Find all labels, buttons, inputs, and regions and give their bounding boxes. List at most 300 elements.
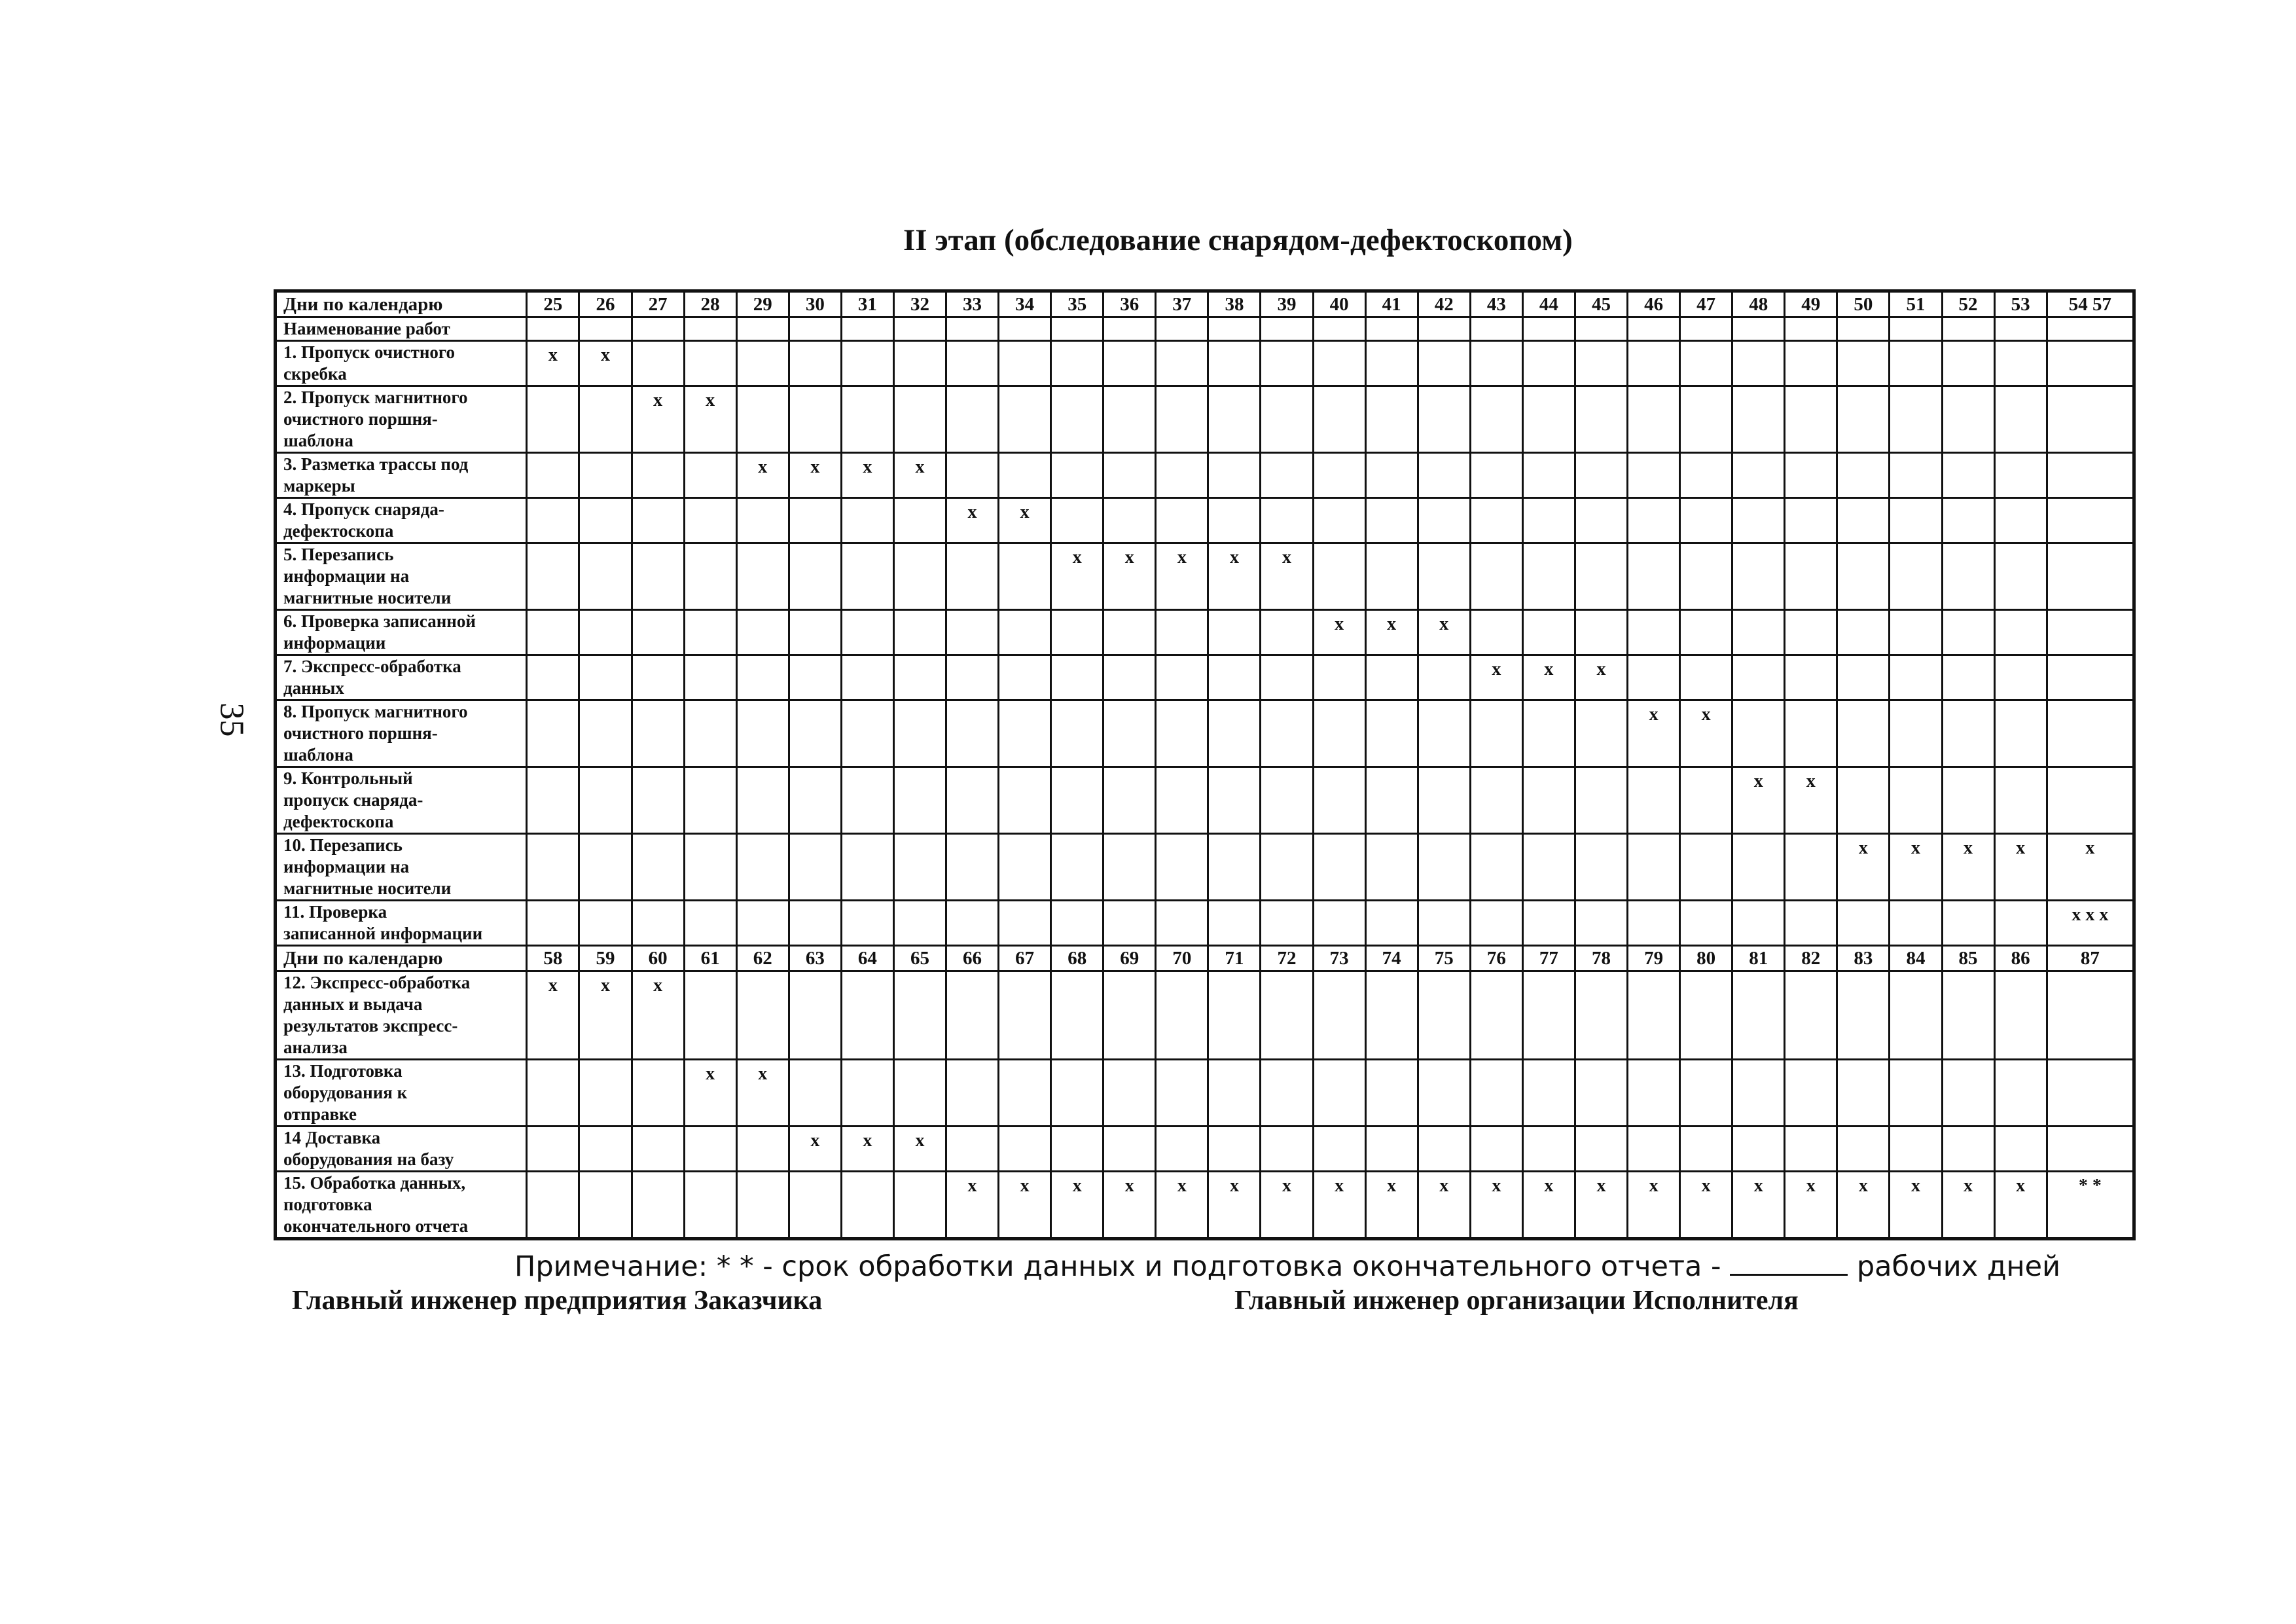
schedule-mark-cell [1732, 655, 1785, 700]
schedule-mark-cell: x [999, 498, 1051, 543]
schedule-mark-cell [1785, 1060, 1837, 1127]
schedule-mark-cell [1785, 655, 1837, 700]
schedule-mark-cell [1837, 453, 1890, 498]
schedule-mark-cell: x [1522, 1172, 1575, 1239]
calendar-day-cell: 74 [1365, 946, 1418, 971]
schedule-mark-cell [1261, 655, 1313, 700]
schedule-mark-cell [1522, 543, 1575, 610]
schedule-mark-cell [736, 1172, 789, 1239]
schedule-mark-cell [946, 543, 999, 610]
schedule-mark-cell [1680, 971, 1732, 1060]
schedule-mark-cell [1994, 1060, 2047, 1127]
page-title: II этап (обследование снарядом-дефектоскопом) [903, 223, 1573, 257]
schedule-mark-cell [1522, 767, 1575, 834]
work-name-line: 7. Экспресс-обработка [283, 657, 461, 676]
work-name-line: 2. Пропуск магнитного [283, 388, 468, 407]
work-name [276, 1172, 527, 1239]
calendar-day-cell: 44 [1522, 291, 1575, 317]
schedule-mark-cell [946, 453, 999, 498]
schedule-mark-cell [736, 655, 789, 700]
schedule-mark-cell [1837, 386, 1890, 453]
work-name-line: данных [283, 678, 344, 698]
schedule-mark-cell [684, 834, 736, 901]
schedule-mark-cell [1522, 341, 1575, 386]
schedule-mark-cell: x [579, 971, 632, 1060]
schedule-mark-cell [1313, 901, 1365, 946]
calendar-day-cell: 51 [1890, 291, 1942, 317]
schedule-mark-cell [1628, 971, 1680, 1060]
schedule-mark-cell: x [1261, 543, 1313, 610]
schedule-mark-cell [1156, 901, 1208, 946]
schedule-mark-cell [1156, 341, 1208, 386]
schedule-mark-cell: x [1680, 1172, 1732, 1239]
work-name-line: 10. Перезапись [283, 835, 403, 855]
schedule-mark-cell [841, 767, 893, 834]
schedule-mark-cell [1628, 1127, 1680, 1172]
schedule-mark-cell: x [1313, 1172, 1365, 1239]
calendar-day-cell: 72 [1261, 946, 1313, 971]
work-name-line: 13. Подготовка [283, 1061, 403, 1081]
schedule-mark-cell [2047, 453, 2134, 498]
schedule-mark-cell [1522, 498, 1575, 543]
schedule-mark-cell [1156, 1127, 1208, 1172]
calendar-day-cell: 60 [632, 946, 684, 971]
calendar-day-cell: 63 [789, 946, 841, 971]
work-name-line: маркеры [283, 476, 355, 496]
empty-cell [2047, 317, 2134, 341]
schedule-mark-cell [1261, 1060, 1313, 1127]
schedule-mark-cell [1208, 767, 1261, 834]
schedule-mark-cell [1156, 971, 1208, 1060]
schedule-mark-cell [841, 543, 893, 610]
schedule-mark-cell: x [1628, 1172, 1680, 1239]
calendar-day-cell: 58 [527, 946, 579, 971]
empty-cell [736, 317, 789, 341]
calendar-days-row [276, 291, 2134, 317]
schedule-mark-cell [1365, 1060, 1418, 1127]
schedule-mark-cell [1470, 901, 1522, 946]
calendar-day-cell: 48 [1732, 291, 1785, 317]
schedule-mark-cell [1313, 1127, 1365, 1172]
schedule-mark-cell [789, 1060, 841, 1127]
schedule-mark-cell [1837, 901, 1890, 946]
schedule-mark-cell [1313, 971, 1365, 1060]
empty-cell [1732, 317, 1785, 341]
signature-customer: Главный инженер предприятия Заказчика [292, 1286, 823, 1316]
schedule-mark-cell [1470, 386, 1522, 453]
work-name-line: магнитные носители [283, 878, 452, 898]
calendar-day-cell: 76 [1470, 946, 1522, 971]
calendar-day-cell: 59 [579, 946, 632, 971]
empty-cell [1522, 317, 1575, 341]
schedule-mark-cell [736, 386, 789, 453]
calendar-day-cell: 81 [1732, 946, 1785, 971]
work-name [276, 543, 527, 610]
schedule-mark-cell [893, 386, 946, 453]
work-row [276, 655, 2134, 700]
schedule-mark-cell [632, 610, 684, 655]
schedule-mark-cell [736, 610, 789, 655]
schedule-mark-cell [1208, 341, 1261, 386]
work-name-line: 1. Пропуск очистного [283, 342, 456, 362]
schedule-mark-cell [1628, 543, 1680, 610]
work-name-line: 14 Доставка [283, 1128, 381, 1147]
schedule-mark-cell [736, 498, 789, 543]
subheader-row [276, 317, 2134, 341]
calendar-day-cell: 45 [1575, 291, 1627, 317]
schedule-mark-cell [1313, 1060, 1365, 1127]
schedule-mark-cell: x [1261, 1172, 1313, 1239]
schedule-mark-cell [1051, 341, 1103, 386]
work-name [276, 700, 527, 767]
calendar-day-cell: 71 [1208, 946, 1261, 971]
schedule-mark-cell [1522, 610, 1575, 655]
schedule-mark-cell [736, 767, 789, 834]
schedule-mark-cell [1156, 610, 1208, 655]
schedule-mark-cell [527, 901, 579, 946]
schedule-mark-cell [789, 901, 841, 946]
work-row [276, 498, 2134, 543]
schedule-mark-cell [1418, 901, 1470, 946]
schedule-mark-cell [527, 610, 579, 655]
schedule-mark-cell: x [1732, 767, 1785, 834]
schedule-mark-cell [946, 834, 999, 901]
schedule-mark-cell [841, 498, 893, 543]
schedule-mark-cell [1785, 1127, 1837, 1172]
schedule-mark-cell [1418, 834, 1470, 901]
schedule-mark-cell [1103, 1060, 1156, 1127]
schedule-mark-cell [1470, 341, 1522, 386]
schedule-mark-cell [632, 834, 684, 901]
calendar-day-cell: 79 [1628, 946, 1680, 971]
schedule-mark-cell [1575, 901, 1627, 946]
schedule-mark-cell [789, 610, 841, 655]
schedule-mark-cell [789, 700, 841, 767]
schedule-mark-cell [893, 901, 946, 946]
schedule-mark-cell [579, 767, 632, 834]
schedule-mark-cell: x [527, 971, 579, 1060]
schedule-mark-cell [1470, 610, 1522, 655]
work-name-line: анализа [283, 1038, 348, 1057]
schedule-mark-cell [1522, 700, 1575, 767]
schedule-mark-cell [1732, 971, 1785, 1060]
schedule-mark-cell [684, 610, 736, 655]
schedule-mark-cell [841, 700, 893, 767]
schedule-mark-cell [2047, 767, 2134, 834]
schedule-mark-cell [736, 543, 789, 610]
schedule-mark-cell [1103, 767, 1156, 834]
schedule-mark-cell [1628, 610, 1680, 655]
schedule-mark-cell: x [736, 453, 789, 498]
schedule-mark-cell [1418, 971, 1470, 1060]
schedule-mark-cell [1680, 1127, 1732, 1172]
schedule-mark-cell: x [1103, 1172, 1156, 1239]
schedule-mark-cell [1942, 655, 1994, 700]
schedule-mark-cell [1470, 700, 1522, 767]
schedule-mark-cell: x [1470, 1172, 1522, 1239]
schedule-mark-cell [632, 1127, 684, 1172]
calendar-day-cell: 27 [632, 291, 684, 317]
schedule-mark-cell [1365, 655, 1418, 700]
schedule-mark-cell [1051, 386, 1103, 453]
schedule-mark-cell [1785, 901, 1837, 946]
schedule-mark-cell [632, 1060, 684, 1127]
schedule-mark-cell [527, 834, 579, 901]
schedule-mark-cell [1365, 767, 1418, 834]
schedule-mark-cell [789, 971, 841, 1060]
schedule-mark-cell [1418, 386, 1470, 453]
schedule-mark-cell [1628, 834, 1680, 901]
schedule-mark-cell [1365, 453, 1418, 498]
schedule-mark-cell [1994, 453, 2047, 498]
schedule-mark-cell [1732, 341, 1785, 386]
schedule-mark-cell [1837, 610, 1890, 655]
calendar-day-cell: 35 [1051, 291, 1103, 317]
schedule-mark-cell [1418, 543, 1470, 610]
note-prefix: Примечание: * * - срок обработки данных и подготовка окончательного отчета - [514, 1250, 1721, 1283]
schedule-mark-cell: x [1942, 834, 1994, 901]
work-row [276, 543, 2134, 610]
work-row [276, 341, 2134, 386]
empty-cell [1470, 317, 1522, 341]
schedule-mark-cell: x [527, 341, 579, 386]
work-row [276, 767, 2134, 834]
work-name-line: очистного поршня- [283, 409, 438, 429]
schedule-mark-cell [1890, 341, 1942, 386]
work-name [276, 901, 527, 946]
schedule-mark-cell [1261, 341, 1313, 386]
schedule-mark-cell [579, 610, 632, 655]
work-name-line: шаблона [283, 431, 353, 450]
schedule-mark-cell [1418, 341, 1470, 386]
schedule-mark-cell [1890, 901, 1942, 946]
schedule-mark-cell [1785, 700, 1837, 767]
schedule-mark-cell: x [1365, 1172, 1418, 1239]
empty-cell [632, 317, 684, 341]
schedule-mark-cell [579, 901, 632, 946]
schedule-mark-cell [1732, 700, 1785, 767]
schedule-mark-cell [1575, 700, 1627, 767]
schedule-mark-cell [1208, 610, 1261, 655]
schedule-mark-cell [632, 700, 684, 767]
schedule-mark-cell [527, 1127, 579, 1172]
schedule-mark-cell [1365, 700, 1418, 767]
schedule-mark-cell [1837, 971, 1890, 1060]
schedule-mark-cell [1785, 971, 1837, 1060]
schedule-mark-cell [1732, 901, 1785, 946]
schedule-mark-cell [1732, 834, 1785, 901]
schedule-mark-cell [2047, 971, 2134, 1060]
schedule-mark-cell: x [789, 1127, 841, 1172]
schedule-mark-cell [1680, 498, 1732, 543]
schedule-mark-cell: x [1837, 834, 1890, 901]
schedule-mark-cell [1365, 341, 1418, 386]
schedule-mark-cell [841, 834, 893, 901]
schedule-mark-cell [1942, 610, 1994, 655]
schedule-mark-cell [1942, 543, 1994, 610]
empty-cell [1156, 317, 1208, 341]
schedule-mark-cell [1942, 901, 1994, 946]
schedule-mark-cell [1680, 655, 1732, 700]
empty-cell [893, 317, 946, 341]
work-name-line: результатов экспресс- [283, 1016, 458, 1036]
schedule-mark-cell [789, 498, 841, 543]
schedule-mark-cell [946, 386, 999, 453]
calendar-day-cell: 37 [1156, 291, 1208, 317]
calendar-day-cell: 87 [2047, 946, 2134, 971]
schedule-mark-cell [1365, 386, 1418, 453]
schedule-mark-cell [1575, 1060, 1627, 1127]
schedule-mark-cell [999, 767, 1051, 834]
schedule-mark-cell [1522, 971, 1575, 1060]
schedule-mark-cell [1051, 1060, 1103, 1127]
schedule-mark-cell [1365, 543, 1418, 610]
schedule-mark-cell [946, 971, 999, 1060]
schedule-mark-cell [1103, 453, 1156, 498]
schedule-mark-cell: x [946, 1172, 999, 1239]
schedule-mark-cell [736, 834, 789, 901]
schedule-mark-cell: x x x [2047, 901, 2134, 946]
calendar-day-cell: 25 [527, 291, 579, 317]
schedule-mark-cell [1156, 1060, 1208, 1127]
schedule-mark-cell [1470, 543, 1522, 610]
schedule-mark-cell [527, 498, 579, 543]
schedule-mark-cell: x [1732, 1172, 1785, 1239]
work-name-line: пропуск снаряда- [283, 790, 423, 810]
empty-cell [1313, 317, 1365, 341]
calendar-days-row [276, 946, 2134, 971]
calendar-day-cell: 50 [1837, 291, 1890, 317]
schedule-mark-cell [1208, 453, 1261, 498]
schedule-mark-cell: x [632, 971, 684, 1060]
schedule-mark-cell [684, 341, 736, 386]
schedule-mark-cell: x [946, 498, 999, 543]
schedule-mark-cell: x [1051, 1172, 1103, 1239]
schedule-mark-cell [1575, 1127, 1627, 1172]
schedule-mark-cell [1313, 700, 1365, 767]
schedule-mark-cell: x [1680, 700, 1732, 767]
schedule-mark-cell [1942, 971, 1994, 1060]
schedule-mark-cell [527, 1060, 579, 1127]
schedule-mark-cell [1522, 1060, 1575, 1127]
calendar-day-cell: 75 [1418, 946, 1470, 971]
schedule-mark-cell [1313, 655, 1365, 700]
works-column-label: Наименование работ [276, 317, 527, 341]
schedule-mark-cell [1680, 834, 1732, 901]
schedule-mark-cell [1208, 498, 1261, 543]
schedule-mark-cell [579, 498, 632, 543]
schedule-mark-cell [789, 341, 841, 386]
calendar-day-cell: 52 [1942, 291, 1994, 317]
schedule-mark-cell [999, 1060, 1051, 1127]
schedule-mark-cell [789, 834, 841, 901]
schedule-mark-cell [1575, 610, 1627, 655]
work-name-line: оборудования на базу [283, 1149, 454, 1169]
schedule-mark-cell [579, 700, 632, 767]
calendar-day-cell: 49 [1785, 291, 1837, 317]
schedule-mark-cell: x [1994, 1172, 2047, 1239]
schedule-mark-cell [1575, 767, 1627, 834]
work-name-line: 6. Проверка записанной [283, 611, 476, 631]
work-name [276, 386, 527, 453]
calendar-day-cell: 61 [684, 946, 736, 971]
schedule-mark-cell [893, 341, 946, 386]
schedule-mark-cell [1628, 386, 1680, 453]
note-blank-line [1730, 1249, 1848, 1276]
schedule-mark-cell [999, 453, 1051, 498]
schedule-mark-cell [1890, 1060, 1942, 1127]
schedule-mark-cell [1628, 767, 1680, 834]
schedule-mark-cell [999, 901, 1051, 946]
schedule-mark-cell [893, 610, 946, 655]
schedule-mark-cell [841, 655, 893, 700]
schedule-mark-cell [1680, 1060, 1732, 1127]
schedule-mark-cell [1837, 1060, 1890, 1127]
schedule-mark-cell [1470, 453, 1522, 498]
schedule-mark-cell [841, 1060, 893, 1127]
schedule-mark-cell [1994, 901, 2047, 946]
schedule-mark-cell [1994, 655, 2047, 700]
work-name-line: 8. Пропуск магнитного [283, 702, 468, 721]
schedule-mark-cell [1994, 971, 2047, 1060]
work-name [276, 610, 527, 655]
schedule-mark-cell [1890, 1127, 1942, 1172]
calendar-day-cell: 83 [1837, 946, 1890, 971]
schedule-mark-cell [1785, 341, 1837, 386]
schedule-mark-cell [1103, 700, 1156, 767]
schedule-mark-cell [1837, 498, 1890, 543]
schedule-mark-cell [1994, 341, 2047, 386]
work-name [276, 655, 527, 700]
schedule-mark-cell: x [684, 1060, 736, 1127]
calendar-days-label: Дни по календарю [276, 946, 527, 971]
calendar-day-cell: 68 [1051, 946, 1103, 971]
schedule-mark-cell [1942, 700, 1994, 767]
schedule-mark-cell: x [1156, 543, 1208, 610]
work-name-line: информации [283, 633, 386, 653]
schedule-mark-cell [1313, 386, 1365, 453]
schedule-mark-cell [1942, 767, 1994, 834]
schedule-mark-cell: x [1418, 610, 1470, 655]
schedule-mark-cell [789, 767, 841, 834]
schedule-mark-cell [1313, 453, 1365, 498]
schedule-mark-cell [1837, 543, 1890, 610]
schedule-mark-cell: x [1365, 610, 1418, 655]
schedule-mark-cell [999, 971, 1051, 1060]
schedule-mark-cell [999, 700, 1051, 767]
schedule-mark-cell [1942, 498, 1994, 543]
schedule-mark-cell [736, 341, 789, 386]
schedule-mark-cell [1680, 386, 1732, 453]
schedule-mark-cell [1156, 834, 1208, 901]
schedule-mark-cell [1732, 1060, 1785, 1127]
schedule-mark-cell [1994, 700, 2047, 767]
schedule-mark-cell [1994, 1127, 2047, 1172]
schedule-mark-cell: x [893, 453, 946, 498]
schedule-mark-cell [1051, 834, 1103, 901]
calendar-day-cell: 36 [1103, 291, 1156, 317]
calendar-day-cell: 82 [1785, 946, 1837, 971]
schedule-mark-cell [1208, 386, 1261, 453]
work-name [276, 971, 527, 1060]
calendar-day-cell: 65 [893, 946, 946, 971]
schedule-mark-cell [1103, 386, 1156, 453]
schedule-mark-cell [1156, 700, 1208, 767]
schedule-mark-cell [684, 453, 736, 498]
schedule-mark-cell [1103, 610, 1156, 655]
calendar-day-cell: 39 [1261, 291, 1313, 317]
schedule-mark-cell [579, 655, 632, 700]
